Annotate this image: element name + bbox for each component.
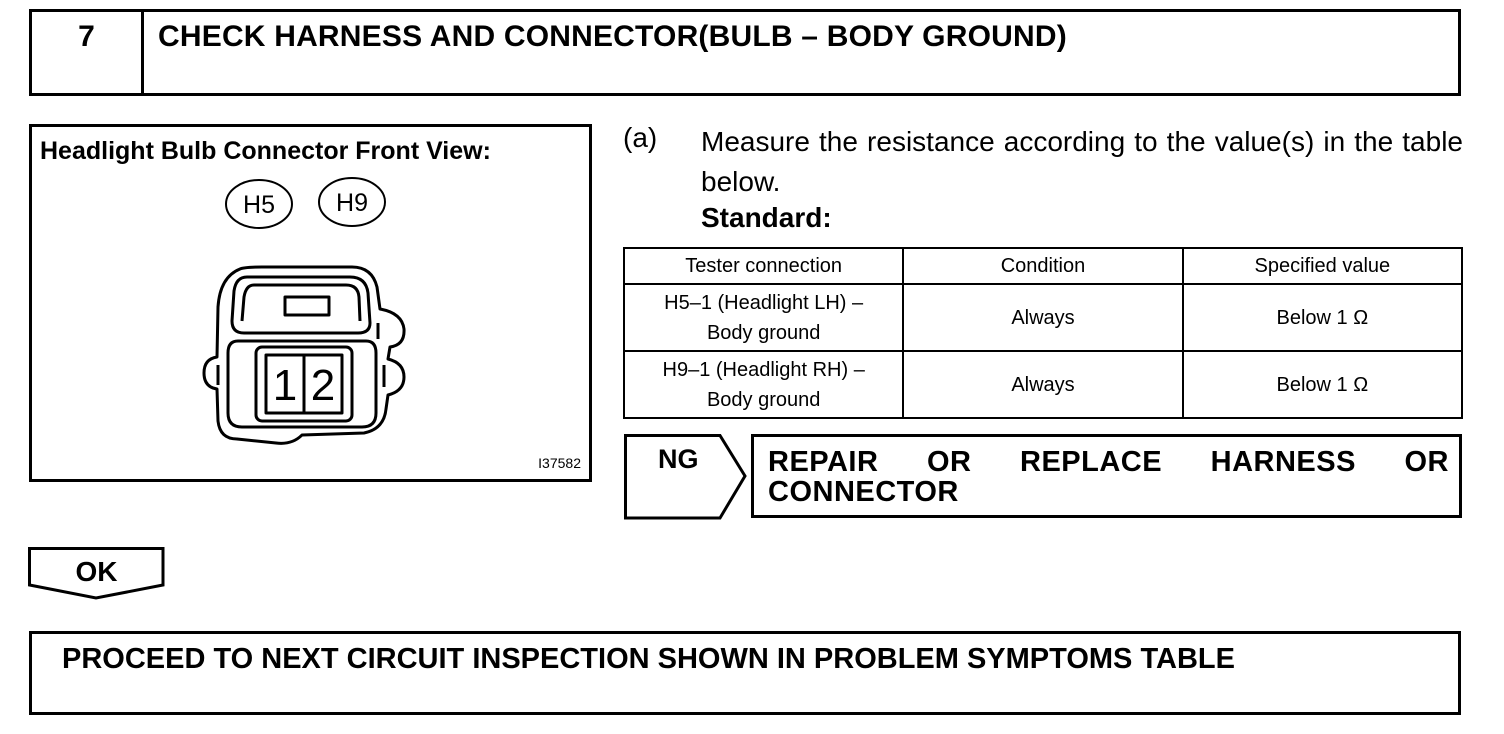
pin-2-label: 2 [310,361,336,410]
connection-line: Body ground [706,388,821,411]
cell-value: Below 1 Ω [1183,284,1462,351]
connection-line: Body ground [706,321,821,344]
connector-code-label: H5 [243,191,275,219]
cell-condition: Always [903,284,1182,351]
header-tester-connection: Tester connection [624,248,903,284]
instruction-index: (a) [623,122,658,153]
connector-code-label: H9 [336,189,368,217]
connector-body [204,267,404,443]
connector-figure [29,124,592,482]
pin-1-label: 1 [272,361,298,410]
step-number-cell [32,12,144,93]
instruction-text: Measure the resistance according to the value(s) in the table below. [701,126,1463,197]
cell-connection [624,351,903,418]
ok-label: OK [75,556,118,587]
table-row [624,351,1462,418]
ng-result-box [751,434,1462,518]
connector-diagram [32,127,589,479]
table-row [624,284,1462,351]
cell-connection [624,284,903,351]
cell-value: Below 1 Ω [1183,351,1462,418]
cell-condition: Always [903,351,1182,418]
header-specified-value: Specified value [1183,248,1462,284]
final-instruction-text: PROCEED TO NEXT CIRCUIT INSPECTION SHOWN IN PROBLEM SYMPTOMS TABLE [62,643,1235,675]
step-header [29,9,1461,96]
spec-table [623,247,1463,419]
ng-label: NG [658,444,699,474]
connection-line: H9–1 (Headlight RH) – [662,358,865,381]
step-title: CHECK HARNESS AND CONNECTOR(BULB – BODY GROUND) [158,20,1067,53]
header-condition: Condition [903,248,1182,284]
standard-label: Standard: [701,202,832,233]
ng-result-text: REPAIR OR REPLACE HARNESS OR CONNECTOR [768,446,1449,508]
figure-id: I37582 [538,455,581,471]
final-instruction-box [29,631,1461,715]
table-header-row [624,248,1462,284]
connection-line: H5–1 (Headlight LH) – [664,291,864,314]
figure-title: Headlight Bulb Connector Front View: [40,137,491,165]
step-number: 7 [78,20,95,53]
